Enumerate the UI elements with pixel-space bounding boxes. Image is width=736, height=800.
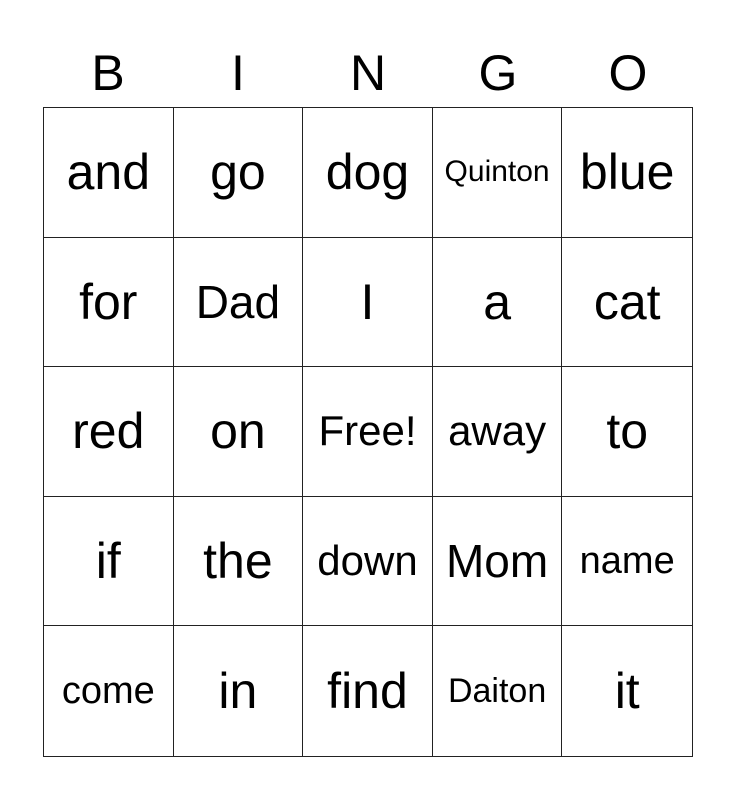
header-letter-i: I	[231, 45, 245, 101]
header-letter-n: N	[349, 45, 387, 101]
bingo-cell-r1-c4[interactable]: Quinton	[433, 108, 563, 238]
bingo-cell-r5-c4[interactable]: Daiton	[433, 626, 563, 756]
bingo-cell-r4-c5[interactable]: name	[562, 497, 692, 627]
header-letter-b: B	[91, 45, 125, 101]
bingo-cell-r1-c1[interactable]: and	[44, 108, 174, 238]
bingo-cell-r3-c2[interactable]: on	[174, 367, 304, 497]
bingo-header	[43, 40, 693, 106]
bingo-cell-r4-c4[interactable]: Mom	[433, 497, 563, 627]
bingo-cell-r5-c1[interactable]: come	[44, 626, 174, 756]
bingo-cell-r4-c1[interactable]: if	[44, 497, 174, 627]
bingo-cell-r5-c5[interactable]: it	[614, 663, 640, 720]
header-letter-o: O	[608, 45, 648, 101]
bingo-cell-r2-c2[interactable]: Dad	[174, 238, 304, 368]
bingo-cell-r1-c2[interactable]: go	[174, 108, 304, 238]
bingo-board	[43, 107, 693, 757]
bingo-cell-r4-c2[interactable]: the	[174, 497, 304, 627]
bingo-cell-r5-c3[interactable]: find	[303, 626, 433, 756]
bingo-cell-r3-c3-free[interactable]: Free!	[303, 367, 433, 497]
bingo-cell-r1-c5[interactable]: blue	[562, 108, 692, 238]
bingo-cell-r4-c3[interactable]: down	[303, 497, 433, 627]
bingo-cell-r3-c4[interactable]: away	[433, 367, 563, 497]
bingo-cell-r2-c3[interactable]: I	[303, 238, 433, 368]
bingo-cell-r1-c3[interactable]: dog	[303, 108, 433, 238]
bingo-cell-r3-c1[interactable]: red	[44, 367, 174, 497]
bingo-cell-r2-c4[interactable]: a	[433, 238, 563, 368]
bingo-cell-r2-c5[interactable]: cat	[562, 238, 692, 368]
header-letter-g: G	[478, 45, 518, 101]
bingo-cell-r3-c5[interactable]: to	[562, 367, 692, 497]
bingo-cell-r5-c2[interactable]: in	[174, 626, 304, 756]
bingo-cell-r2-c1[interactable]: for	[44, 238, 174, 368]
